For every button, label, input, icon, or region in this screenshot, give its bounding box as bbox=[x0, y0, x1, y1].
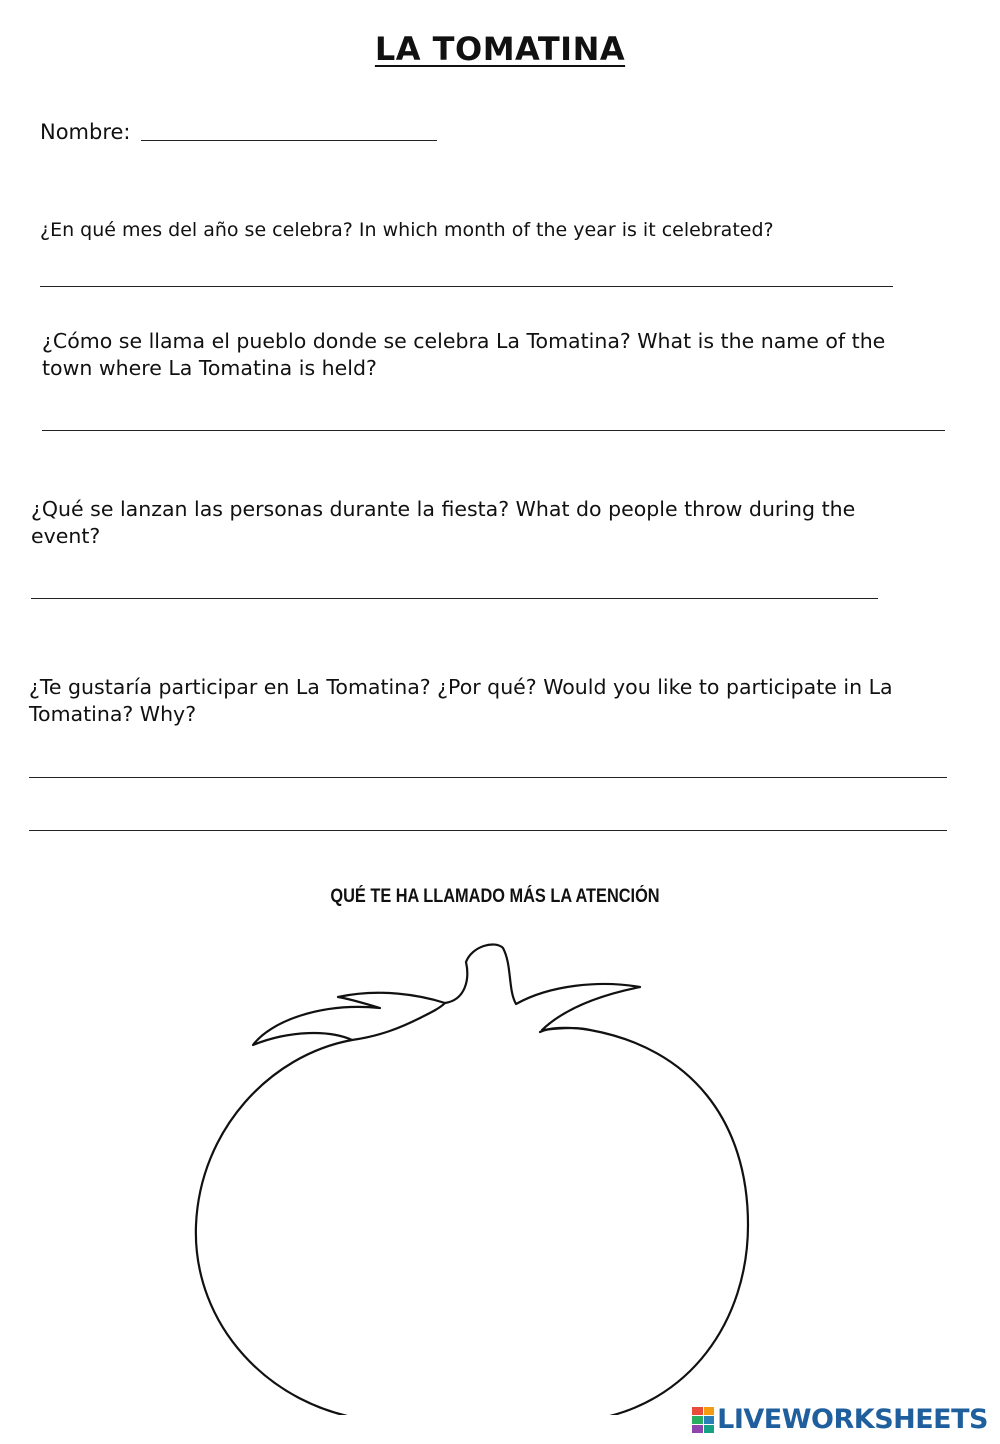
question-2: ¿Cómo se llama el pueblo donde se celebra La Tomatina? What is the name of the town where La Tomatina is held? bbox=[42, 329, 886, 380]
answer-line-1[interactable] bbox=[40, 286, 893, 287]
answer-line-3[interactable] bbox=[31, 598, 878, 599]
liveworksheets-logo bbox=[692, 1404, 988, 1435]
question-3: ¿Qué se lanzan las personas durante la fiesta? What do people throw during the event? bbox=[31, 497, 856, 548]
logo-grid-icon bbox=[692, 1407, 714, 1433]
question-1: ¿En qué mes del año se celebra? In which month of the year is it celebrated? bbox=[40, 219, 774, 241]
answer-line-4b[interactable] bbox=[29, 830, 947, 831]
answer-line-4a[interactable] bbox=[29, 777, 947, 778]
worksheet-title: LA TOMATINA bbox=[374, 30, 626, 68]
drawing-heading: QUÉ TE HA LLAMADO MÁS LA ATENCIÓN bbox=[330, 886, 660, 907]
answer-line-2[interactable] bbox=[42, 430, 945, 431]
name-label: Nombre: bbox=[40, 120, 131, 144]
name-field-row bbox=[40, 120, 437, 144]
logo-text: LIVEWORKSHEETS bbox=[717, 1404, 988, 1435]
question-4: ¿Te gustaría participar en La Tomatina? ¿Por qué? Would you like to participate in La Tomatina? Why? bbox=[29, 675, 893, 726]
tomato-outline-drawing[interactable] bbox=[190, 935, 760, 1415]
name-input-line[interactable] bbox=[141, 139, 437, 141]
